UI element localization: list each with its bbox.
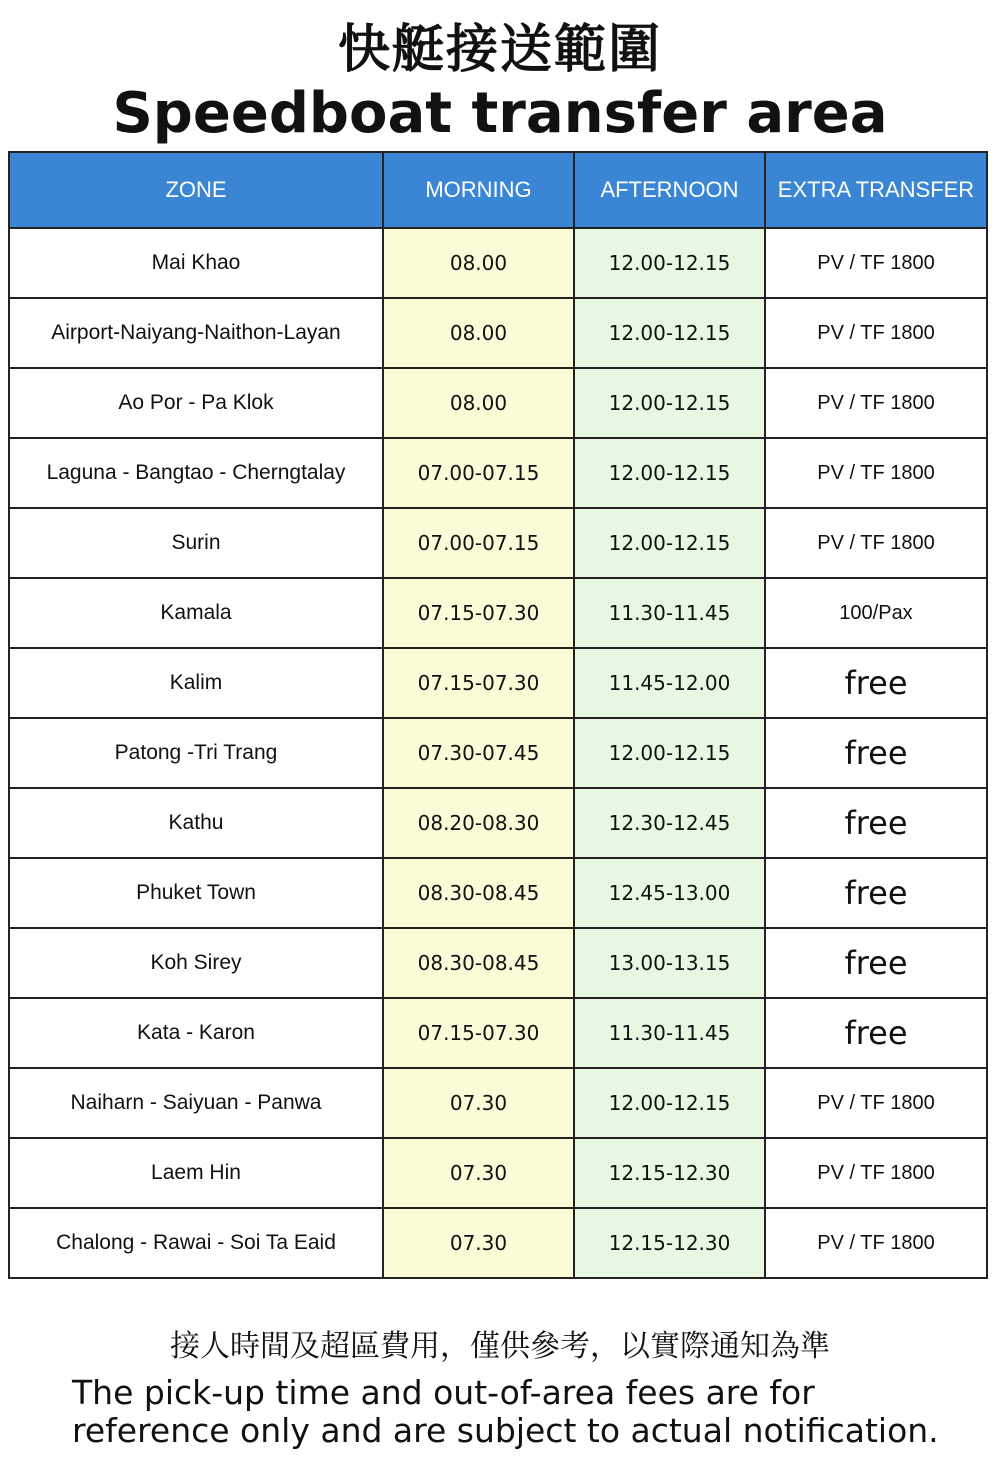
zone-cell: Laem Hin bbox=[9, 1138, 383, 1208]
table-row bbox=[9, 508, 987, 578]
extra-transfer-cell: PV / TF 1800 bbox=[765, 298, 987, 368]
header-afternoon: AFTERNOON bbox=[574, 152, 765, 228]
note-chinese: 接人時間及超區費用，僅供參考，以實際通知為準 bbox=[170, 1329, 830, 1364]
extra-transfer-cell: 100/Pax bbox=[765, 578, 987, 648]
extra-transfer-cell: PV / TF 1800 bbox=[765, 438, 987, 508]
extra-transfer-cell: free bbox=[765, 928, 987, 998]
extra-transfer-cell: PV / TF 1800 bbox=[765, 1208, 987, 1278]
zone-cell: Naiharn - Saiyuan - Panwa bbox=[9, 1068, 383, 1138]
table-row bbox=[9, 1208, 987, 1278]
morning-time-cell: 07.15-07.30 bbox=[383, 578, 574, 648]
afternoon-time-cell: 11.30-11.45 bbox=[574, 578, 765, 648]
table-row bbox=[9, 228, 987, 298]
extra-transfer-cell: free bbox=[765, 788, 987, 858]
zone-cell: Kathu bbox=[9, 788, 383, 858]
morning-time-cell: 08.30-08.45 bbox=[383, 928, 574, 998]
morning-time-cell: 07.15-07.30 bbox=[383, 648, 574, 718]
transfer-schedule-table bbox=[8, 151, 986, 1279]
zone-cell: Airport-Naiyang-Naithon-Layan bbox=[9, 298, 383, 368]
table-row bbox=[9, 298, 987, 368]
table-row bbox=[9, 648, 987, 718]
afternoon-time-cell: 12.00-12.15 bbox=[574, 718, 765, 788]
table-row bbox=[9, 998, 987, 1068]
morning-time-cell: 07.30-07.45 bbox=[383, 718, 574, 788]
morning-time-cell: 07.30 bbox=[383, 1208, 574, 1278]
afternoon-time-cell: 12.45-13.00 bbox=[574, 858, 765, 928]
extra-transfer-cell: free bbox=[765, 858, 987, 928]
header-morning: MORNING bbox=[383, 152, 574, 228]
zone-cell: Koh Sirey bbox=[9, 928, 383, 998]
morning-time-cell: 08.00 bbox=[383, 368, 574, 438]
afternoon-time-cell: 12.00-12.15 bbox=[574, 228, 765, 298]
zone-cell: Mai Khao bbox=[9, 228, 383, 298]
table-row bbox=[9, 788, 987, 858]
morning-time-cell: 07.00-07.15 bbox=[383, 438, 574, 508]
zone-cell: Phuket Town bbox=[9, 858, 383, 928]
afternoon-time-cell: 12.15-12.30 bbox=[574, 1208, 765, 1278]
extra-transfer-cell: free bbox=[765, 648, 987, 718]
extra-transfer-cell: free bbox=[765, 718, 987, 788]
morning-time-cell: 08.20-08.30 bbox=[383, 788, 574, 858]
note-english: The pick-up time and out-of-area fees are for reference only and are subject to actual notification. bbox=[72, 1373, 939, 1450]
zone-cell: Kalim bbox=[9, 648, 383, 718]
morning-time-cell: 07.00-07.15 bbox=[383, 508, 574, 578]
afternoon-time-cell: 12.15-12.30 bbox=[574, 1138, 765, 1208]
table-row bbox=[9, 718, 987, 788]
afternoon-time-cell: 12.00-12.15 bbox=[574, 298, 765, 368]
afternoon-time-cell: 12.00-12.15 bbox=[574, 368, 765, 438]
page-title-chinese: 快艇接送範圍 bbox=[337, 20, 662, 80]
afternoon-time-cell: 12.00-12.15 bbox=[574, 438, 765, 508]
header-extra-transfer: EXTRA TRANSFER bbox=[765, 152, 987, 228]
zone-cell: Surin bbox=[9, 508, 383, 578]
afternoon-time-cell: 12.30-12.45 bbox=[574, 788, 765, 858]
table-row bbox=[9, 368, 987, 438]
zone-cell: Kata - Karon bbox=[9, 998, 383, 1068]
extra-transfer-cell: PV / TF 1800 bbox=[765, 1068, 987, 1138]
zone-cell: Chalong - Rawai - Soi Ta Eaid bbox=[9, 1208, 383, 1278]
header-zone: ZONE bbox=[9, 152, 383, 228]
zone-cell: Kamala bbox=[9, 578, 383, 648]
extra-transfer-cell: PV / TF 1800 bbox=[765, 508, 987, 578]
table-row bbox=[9, 1138, 987, 1208]
table-row bbox=[9, 1068, 987, 1138]
zone-cell: Laguna - Bangtao - Cherngtalay bbox=[9, 438, 383, 508]
morning-time-cell: 08.00 bbox=[383, 228, 574, 298]
extra-transfer-cell: PV / TF 1800 bbox=[765, 368, 987, 438]
morning-time-cell: 08.00 bbox=[383, 298, 574, 368]
extra-transfer-cell: free bbox=[765, 998, 987, 1068]
morning-time-cell: 07.30 bbox=[383, 1138, 574, 1208]
table-row bbox=[9, 578, 987, 648]
afternoon-time-cell: 11.45-12.00 bbox=[574, 648, 765, 718]
table-body bbox=[9, 228, 987, 1278]
morning-time-cell: 08.30-08.45 bbox=[383, 858, 574, 928]
table-header-row bbox=[9, 152, 987, 228]
zone-cell: Ao Por - Pa Klok bbox=[9, 368, 383, 438]
afternoon-time-cell: 12.00-12.15 bbox=[574, 508, 765, 578]
zone-cell: Patong -Tri Trang bbox=[9, 718, 383, 788]
afternoon-time-cell: 11.30-11.45 bbox=[574, 998, 765, 1068]
table-row bbox=[9, 858, 987, 928]
morning-time-cell: 07.30 bbox=[383, 1068, 574, 1138]
page-title-english: Speedboat transfer area bbox=[112, 81, 888, 146]
afternoon-time-cell: 12.00-12.15 bbox=[574, 1068, 765, 1138]
table-row bbox=[9, 438, 987, 508]
extra-transfer-cell: PV / TF 1800 bbox=[765, 1138, 987, 1208]
morning-time-cell: 07.15-07.30 bbox=[383, 998, 574, 1068]
table-row bbox=[9, 928, 987, 998]
afternoon-time-cell: 13.00-13.15 bbox=[574, 928, 765, 998]
extra-transfer-cell: PV / TF 1800 bbox=[765, 228, 987, 298]
